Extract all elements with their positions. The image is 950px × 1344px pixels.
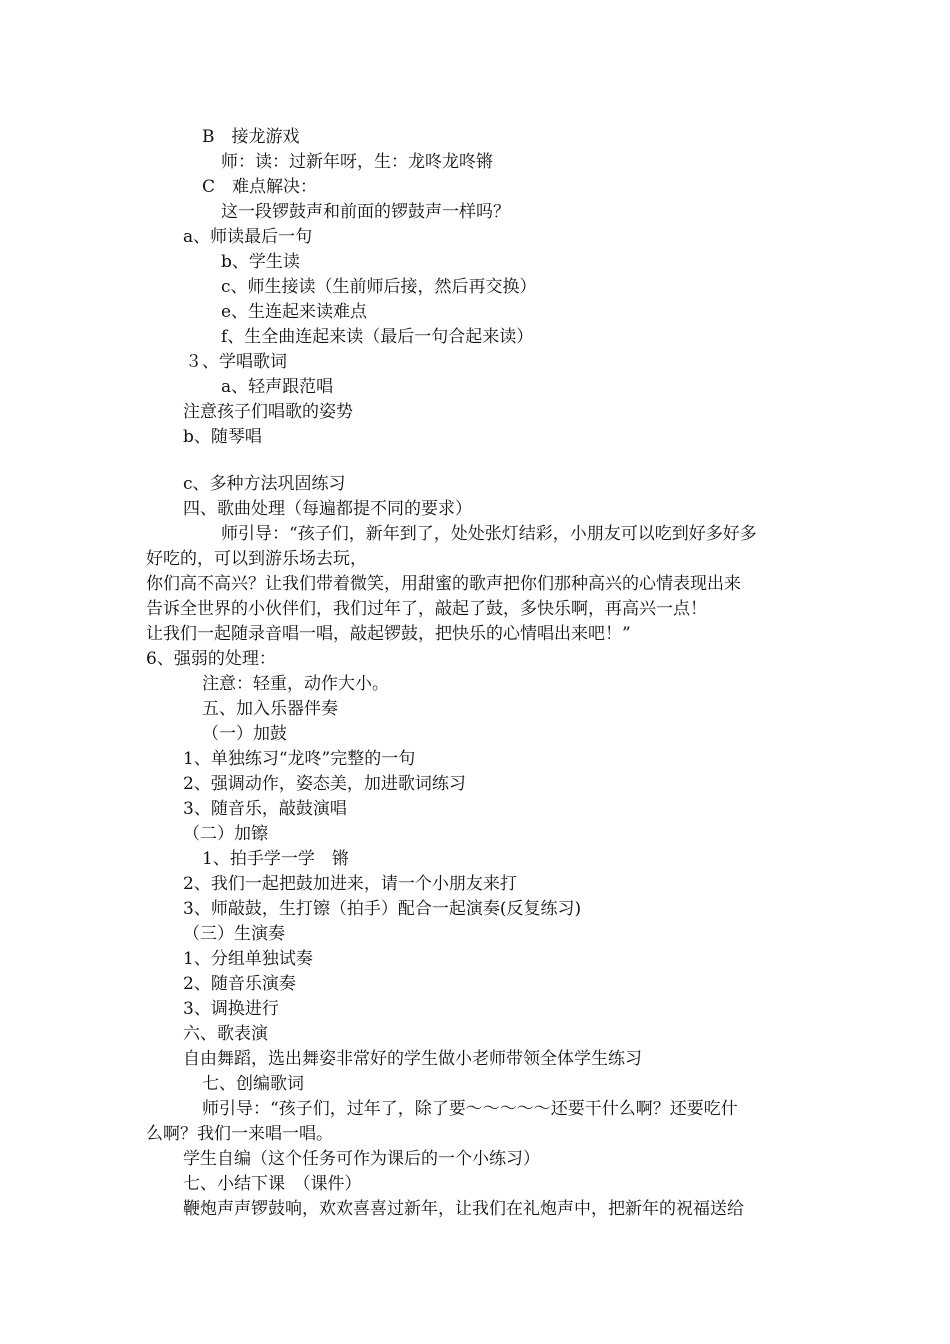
list-item: e、生连起来读难点 xyxy=(221,302,368,322)
section-c-heading: C 难点解决： xyxy=(202,177,318,197)
list-item: c、师生接读（生前师后接，然后再交换） xyxy=(221,277,537,297)
paragraph-line: 让我们一起随录音唱一唱，敲起锣鼓，把快乐的心情唱出来吧！” xyxy=(146,624,631,644)
subsection-heading: （三）生演奏 xyxy=(183,924,285,944)
section-heading: 五、加入乐器伴奏 xyxy=(202,699,338,719)
list-item: b、随琴唱 xyxy=(183,427,262,447)
list-item: c、多种方法巩固练习 xyxy=(183,474,346,494)
list-item: 3、随音乐，敲鼓演唱 xyxy=(183,799,347,819)
list-item: a、师读最后一句 xyxy=(183,227,313,247)
paragraph-line: 师引导：“孩子们，新年到了，处处张灯结彩，小朋友可以吃到好多好多 xyxy=(221,524,757,544)
paragraph-line: 师引导：“孩子们，过年了，除了要～～～～～还要干什么啊？还要吃什 xyxy=(202,1099,738,1119)
text-line: 注意孩子们唱歌的姿势 xyxy=(183,402,353,422)
list-item: 2、强调动作，姿态美，加进歌词练习 xyxy=(183,774,466,794)
list-item: 3、调换进行 xyxy=(183,999,279,1019)
text-line: 师：读：过新年呀，生：龙咚龙咚锵 xyxy=(221,152,493,172)
paragraph-line: 你们高不高兴？让我们带着微笑，用甜蜜的歌声把你们那种高兴的心情表现出来 xyxy=(146,574,741,594)
list-item: 2、随音乐演奏 xyxy=(183,974,296,994)
paragraph-line: 好吃的，可以到游乐场去玩， xyxy=(146,549,367,569)
subsection-heading: （二）加镲 xyxy=(183,824,268,844)
text-line: 自由舞蹈，选出舞姿非常好的学生做小老师带领全体学生练习 xyxy=(183,1049,642,1069)
paragraph-line: 鞭炮声声锣鼓响，欢欢喜喜过新年，让我们在礼炮声中，把新年的祝福送给 xyxy=(183,1199,744,1219)
list-item: a、轻声跟范唱 xyxy=(221,377,334,397)
section-heading: 七、小结下课 （课件） xyxy=(183,1174,362,1194)
section-b-heading: B 接龙游戏 xyxy=(202,127,300,147)
section-heading: 七、创编歌词 xyxy=(202,1074,304,1094)
section-heading: 六、歌表演 xyxy=(183,1024,268,1044)
list-item: 1、分组单独试奏 xyxy=(183,949,313,969)
list-item: 1、拍手学一学 锵 xyxy=(202,849,349,869)
paragraph-line: 么啊？我们一来唱一唱。 xyxy=(146,1124,333,1144)
subsection-heading: （一）加鼓 xyxy=(202,724,287,744)
section-heading: 四、歌曲处理（每遍都提不同的要求） xyxy=(183,499,472,519)
text-line: 这一段锣鼓声和前面的锣鼓声一样吗？ xyxy=(221,202,510,222)
text-line: 注意：轻重，动作大小。 xyxy=(202,674,389,694)
list-item: b、学生读 xyxy=(221,252,300,272)
list-item: 3、师敲鼓，生打镲（拍手）配合一起演奏(反复练习) xyxy=(183,899,582,919)
step-heading: 6、强弱的处理： xyxy=(146,649,276,669)
step-heading: ３、学唱歌词 xyxy=(185,352,287,372)
list-item: 1、单独练习“龙咚”完整的一句 xyxy=(183,749,416,769)
list-item: 2、我们一起把鼓加进来，请一个小朋友来打 xyxy=(183,874,517,894)
paragraph-line: 告诉全世界的小伙伴们，我们过年了，敲起了鼓，多快乐啊，再高兴一点！ xyxy=(146,599,707,619)
list-item: f、生全曲连起来读（最后一句合起来读） xyxy=(221,327,534,347)
text-line: 学生自编（这个任务可作为课后的一个小练习） xyxy=(183,1149,540,1169)
